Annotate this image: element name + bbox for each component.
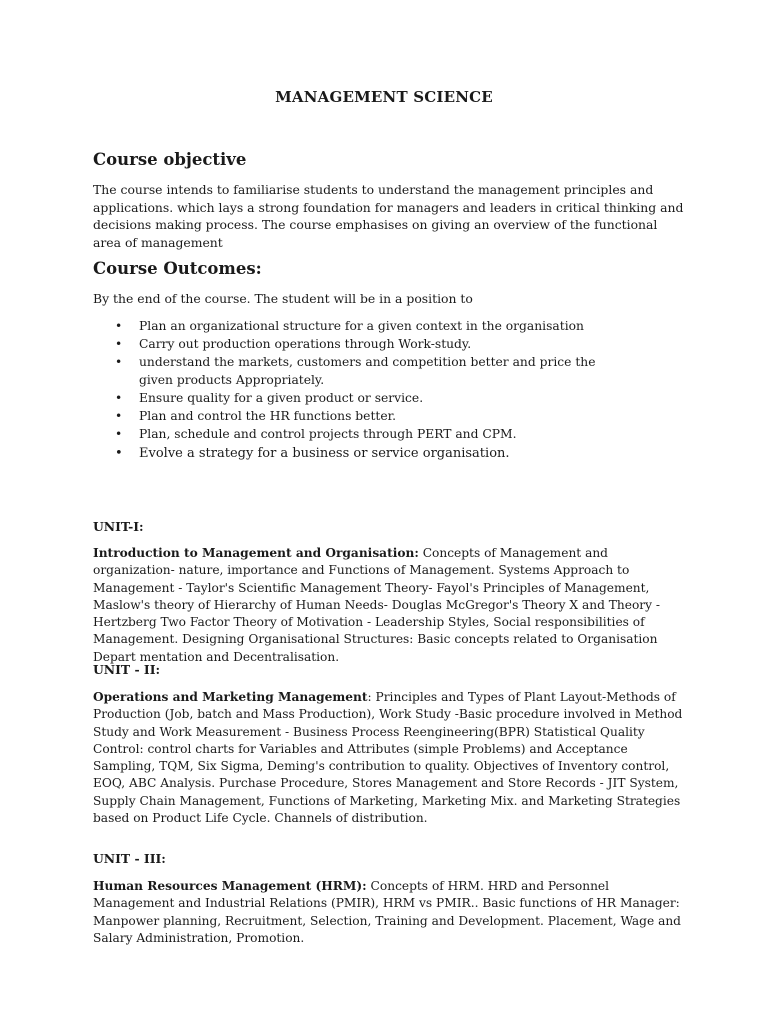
outcome-item: • understand the markets, customers and competition better and price the given products Appropriately. <box>115 355 596 387</box>
course-objective-text: The course intends to familiarise students to understand the management principles and applications. which lays a strong foundation for managers and leaders in critical thinking and decisions making process. The course emphasises on giving an overview of the functional area of management <box>93 182 684 250</box>
outcome-item: • Plan and control the HR functions better. <box>93 408 693 426</box>
unit-3-label: UNIT - III: <box>93 851 166 866</box>
unit-3-body: Concepts of HRM. HRD and Personnel Management and Industrial Relations (PMIR), HRM vs PMIR.. Basic functions of HR Manager: Manpower planning, Recruitment, Selection, Training and Development. Placement, Wage and Salary Administration, Promotion. <box>93 879 681 945</box>
unit-1-label: UNIT-I: <box>93 519 144 534</box>
bullet-icon: • <box>115 355 123 369</box>
bullet-icon: • <box>115 337 123 351</box>
unit-1-content <box>93 545 691 666</box>
unit-2-body: : Principles and Types of Plant Layout-Methods of Production (Job, batch and Mass Production), Work Study -Basic procedure involved in Method Study and Work Measurement - Business Process Reengineering(BPR) Statistical Quality Control: control charts for Variables and Attributes (simple Problems) and Acceptance Sampling, TQM, Six Sigma, Deming's contribution to quality. Objectives of Inventory control, EOQ, ABC Analysis. Purchase Procedure, Stores Management and Store Records - JIT System, Supply Chain Management, Functions of Marketing, Marketing Mix. and Marketing Strategies based on Product Life Cycle. Channels of distribution. <box>93 690 683 826</box>
bullet-icon: • <box>115 426 123 441</box>
bullet-icon: • <box>115 319 123 333</box>
unit-2-content <box>93 689 693 827</box>
course-outcomes-intro: By the end of the course. The student will be in a position to <box>93 291 473 306</box>
unit-1-topic: Introduction to Management and Organisation: <box>93 546 419 560</box>
unit-1-body: Concepts of Management and organization- nature, importance and Functions of Management. Systems Approach to Management - Taylor's Scientific Management Theory- Fayol's Principles of Management, Maslow's theory of Hierarchy of Human Needs- Douglas McGregor's Theory X and Theory - Hertzberg Two Factor Theory of Motivation - Leadership Styles, Social responsibilities of Management. Designing Organisational Structures: Basic concepts related to Organisation Depart mentation and Decentralisation. <box>93 546 660 664</box>
outcome-item: • Evolve a strategy for a business or service organisation. <box>115 446 510 461</box>
outcome-item: • Plan, schedule and control projects through PERT and CPM. <box>93 426 693 444</box>
document-title: MANAGEMENT SCIENCE <box>275 88 493 106</box>
unit-3-content <box>93 878 693 947</box>
outcome-item: • Ensure quality for a given product or service. <box>93 390 693 408</box>
bullet-icon: • <box>115 446 123 461</box>
course-outcomes-heading: Course Outcomes: <box>93 259 262 278</box>
unit-3-topic: Human Resources Management (HRM): <box>93 879 367 893</box>
course-outcomes-list <box>93 318 693 463</box>
bullet-icon: • <box>115 390 123 405</box>
outcome-item: • Carry out production operations through Work-study. <box>93 336 693 354</box>
outcome-item: • Plan an organizational structure for a given context in the organisation <box>93 318 693 336</box>
bullet-icon: • <box>115 408 123 423</box>
unit-2-topic: Operations and Marketing Management <box>93 690 368 704</box>
course-objective-heading: Course objective <box>93 150 247 169</box>
unit-2-label: UNIT - II: <box>93 662 161 677</box>
